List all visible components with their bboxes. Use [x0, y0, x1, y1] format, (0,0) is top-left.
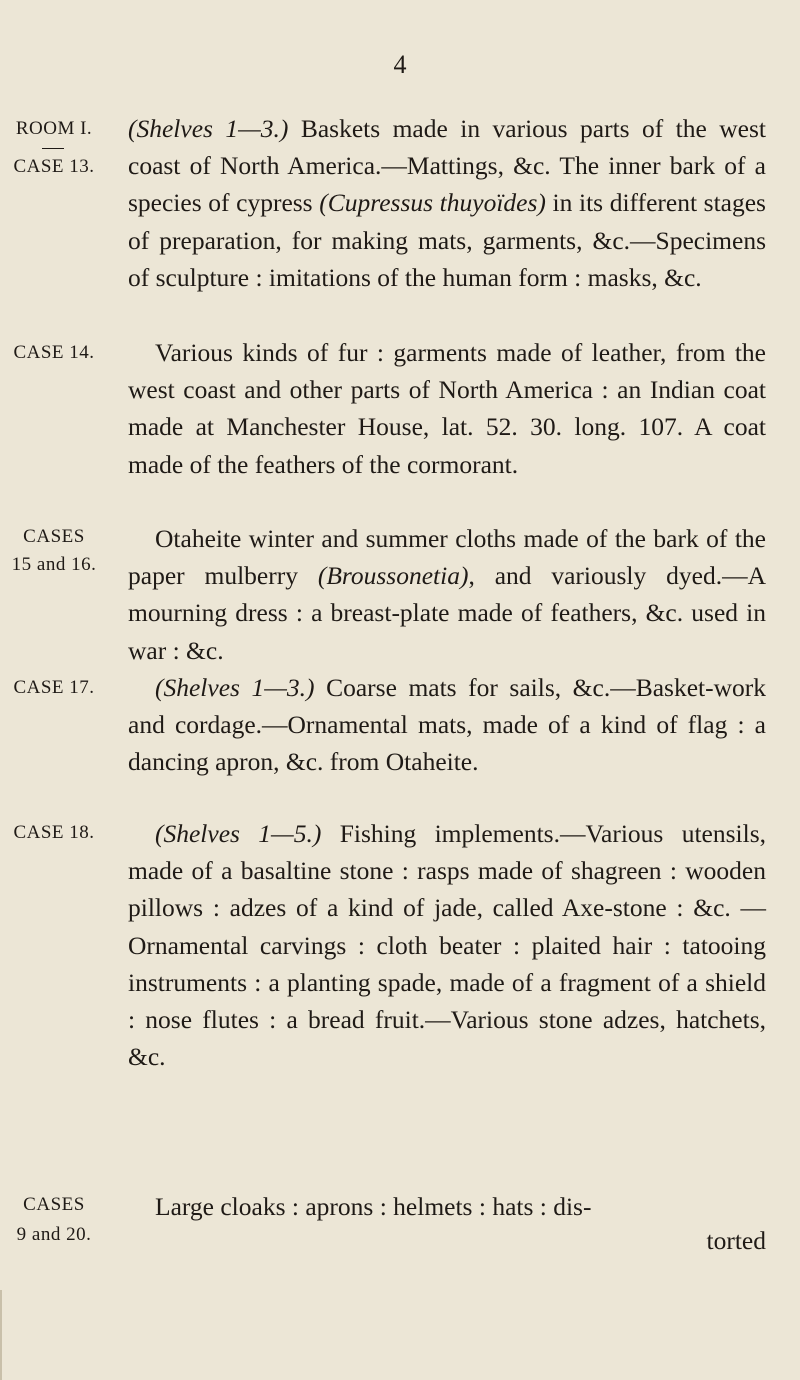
latin-name: (Cupressus thuyoïdes) [319, 188, 546, 218]
section-case-18 [128, 815, 766, 1075]
margin-cases-15-16-top: CASES [23, 526, 85, 547]
latin-name: (Broussonetia) [317, 561, 469, 591]
shelves-label: (Shelves 1—3.) [155, 673, 315, 702]
margin-case-17: CASE 17. [13, 677, 95, 698]
margin-room-label: ROOM I. [15, 118, 93, 139]
section-text: Otaheite winter and summer cloths made of the bark of the paper mulberry [128, 524, 766, 591]
margin-cases-19-20-bottom: 9 and 20. [16, 1224, 92, 1245]
section-text: Large cloaks : aprons : helmets : hats : dis- [155, 1192, 592, 1221]
margin-case-14: CASE 14. [13, 342, 95, 363]
section-case-14 [128, 334, 766, 483]
section-case-17 [128, 669, 766, 781]
section-text: in its different stages of preparation, for making mats, garments, &c.—Specimens of sculpture : imitations of the human form : masks, &c. [128, 188, 766, 292]
section-text: , and variously dyed.—A mourning dress : a breast-plate made of feathers, &c. used in war : &c. [128, 561, 766, 665]
margin-cases-15-16-bottom: 15 and 16. [11, 554, 97, 575]
section-text: Coarse mats for sails, &c.—Basket-work and cordage.—Ornamental mats, made of a kind of flag : a dancing apron, &c. from Otaheite. [128, 673, 766, 777]
margin-cases-19-20-top: CASES [23, 1194, 85, 1215]
shelves-label: (Shelves 1—3.) [128, 114, 289, 143]
shelves-label: (Shelves 1—5.) [155, 819, 322, 848]
page-edge [0, 1290, 12, 1380]
section-case-13 [128, 110, 766, 296]
section-cases-15-16 [128, 520, 766, 669]
section-cases-19-20 [128, 1188, 766, 1225]
section-text: Various kinds of fur : garments made of leather, from the west coast and other parts of North America : an Indian coat made at Manchester House, lat. 52. 30. long. 107. A coat made of the feathers of the cormorant. [128, 338, 766, 479]
section-text: Baskets made in various parts of the west coast of North America.—Mattings, &c. The inner bark of a species of cypress [128, 114, 766, 218]
catchword: torted [706, 1226, 766, 1255]
page-number: 4 [393, 50, 407, 79]
margin-case-18: CASE 18. [13, 822, 95, 843]
margin-case-13: CASE 13. [13, 156, 95, 177]
section-text: Fishing implements.—Various utensils, made of a basaltine stone : rasps made of shagreen : wooden pillows : adzes of a kind of jade, called Axe-stone : &c. — Ornamental carvings : cloth beater : plaited hair : tatooing instruments : a planting spade, made of a fragment of a shield : nose flutes : a bread fruit.—Various stone adzes, hatchets, &c. [128, 819, 766, 1072]
